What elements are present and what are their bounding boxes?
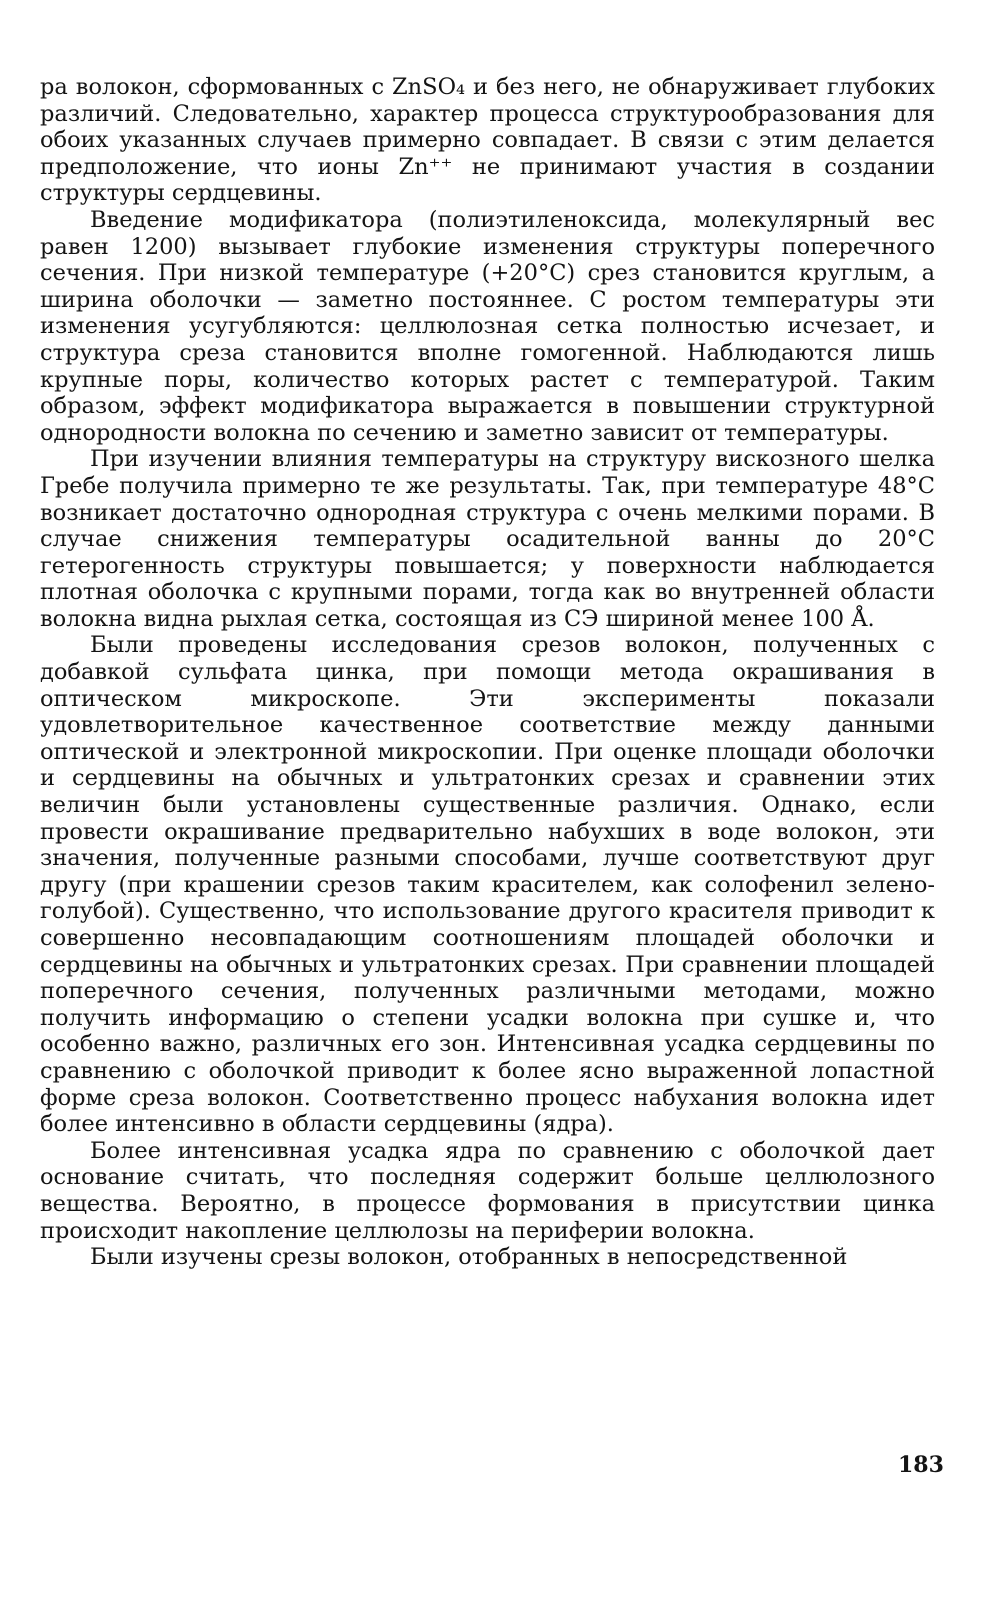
paragraph-zinc-sulfate-staining: Были проведены исследования срезов волокон, полученных с добавкой сульфата цинка, при помощи метода окрашивания в оптическом микроскопе. Эти эксперименты показали удовлетворительное качественное соответствие между данными оптической и электронной микроскопии. При оценке площади оболочки и сердцевины на обычных и ультратонких срезах и сравнении этих величин были установлены существенные различия. Однако, если провести окрашивание предварительно набухших в воде волокон, эти значения, полученные разными способами, лучше соответствуют друг другу (при крашении срезов таким красителем, как солофенил зелено-голубой). Существенно, что использование другого красителя приводит к совершенно несовпадающим соотношениям площадей оболочки и сердцевины на обычных и ультратонких срезах. При сравнении площадей поперечного сечения, полученных различными методами, можно получить информацию о степени усадки волокна при сушке и, что особенно важно, различных его зон. Интенсивная усадка сердцевины по сравнению с оболочкой приводит к более ясно выраженной лопастной форме среза волокон. Соответственно процесс набухания волокна идет более интенсивно в области сердцевины (ядра). [40,632,935,1138]
paragraph-modifier: Введение модификатора (полиэтиленоксида, молекулярный вес равен 1200) вызывает глубокие изменения структуры поперечного сечения. При низкой температуре (+20°С) срез становится круглым, а ширина оболочки — заметно постояннее. С ростом температуры эти изменения усугубляются: целлюлозная сетка полностью исчезает, и структура среза становится вполне гомогенной. Наблюдаются лишь крупные поры, количество которых растет с температурой. Таким образом, эффект модификатора выражается в повышении структурной однородности волокна по сечению и заметно зависит от температуры. [40,206,935,446]
paragraph-temperature: При изучении влияния температуры на структуру вискозного шелка Гребе получила примерно те же результаты. Так, при температуре 48°С возникает достаточно однородная структура с очень мелкими порами. В случае снижения температуры осадительной ванны до 20°С гетерогенность структуры повышается; у поверхности наблюдается плотная оболочка с крупными порами, тогда как во внутренней области волокна видна рыхлая сетка, состоящая из СЭ шириной менее 100 Å. [40,446,935,632]
paragraph-fiber-sections: Были изучены срезы волокон, отобранных в непосредственной [90,1244,848,1271]
page-number: 183 [898,1452,944,1478]
paragraph-continuation: ра волокон, сформованных с ZnSO₄ и без него, не обнаруживает глубоких различий. Следовательно, характер процесса структурообразования для обоих указанных случаев примерно совпадает. В связи с этим делается предположение, что ионы Zn⁺⁺ не принимают участия в создании структуры сердцевины. [40,74,935,207]
page-body [40,74,935,1271]
paragraph-core-shrinkage: Более интенсивная усадка ядра по сравнению с оболочкой дает основание считать, что последняя содержит больше целлюлозного вещества. Вероятно, в процессе формования в присутствии цинка происходит накопление целлюлозы на периферии волокна. [40,1137,935,1244]
